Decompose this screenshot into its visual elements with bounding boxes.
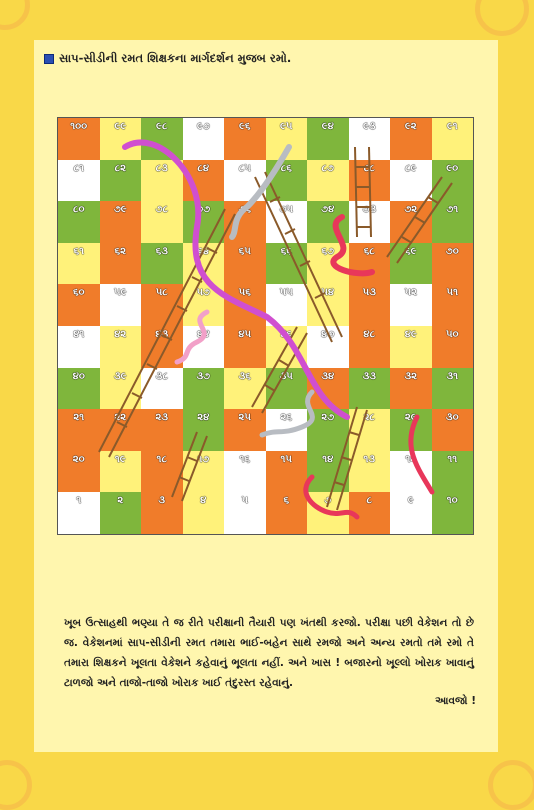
board-cell: ૯૧ [432,118,474,160]
board-cell: ૨૮ [349,409,391,451]
board-cell: ૯૯ [100,118,142,160]
board-cell: ૨૧ [58,409,100,451]
board-cell: ૬૪ [183,243,225,285]
board-cell: ૩ [141,492,183,534]
board-cell: ૮૪ [183,160,225,202]
board-cell: ૭૯ [100,201,142,243]
board-cell: ૭ [307,492,349,534]
board-cell: ૩૪ [307,368,349,410]
board-cell: ૮૨ [100,160,142,202]
board-cell: ૪૮ [349,326,391,368]
board-cell: ૯૪ [307,118,349,160]
board-cell: ૯૨ [390,118,432,160]
instruction-line [44,51,291,66]
board-cell: ૭૩ [349,201,391,243]
board-cell: ૭૫ [266,201,308,243]
board-cell: ૫૦ [432,326,474,368]
corner-decoration-bottom-right [488,760,534,810]
board-cell: ૩૩ [349,368,391,410]
board-cell: ૮૮ [349,160,391,202]
board-cell: ૯૭ [183,118,225,160]
board-cell: ૪૬ [266,326,308,368]
board-cell: ૪૭ [307,326,349,368]
board-cell: ૬૭ [307,243,349,285]
signoff: આવજો ! [435,695,476,707]
board-cell: ૮૫ [224,160,266,202]
board-cell: ૫૩ [349,284,391,326]
board-cell: ૧૯ [100,451,142,493]
board-cell: ૧૦ [432,492,474,534]
board-cell: ૬૩ [141,243,183,285]
board-cell: ૭૨ [390,201,432,243]
board-cell: ૯૬ [224,118,266,160]
board-cell: ૪૩ [141,326,183,368]
board-cell: ૭૦ [432,243,474,285]
board-cell: ૭૬ [224,201,266,243]
board-cell: ૪૫ [224,326,266,368]
board-cell: ૧૬ [224,451,266,493]
board-cell: ૫ [224,492,266,534]
board-cell: ૫૯ [100,284,142,326]
board-cell: ૧ [58,492,100,534]
board-cell: ૮૦ [58,201,100,243]
board-cell: ૪ [183,492,225,534]
board-cell: ૨૫ [224,409,266,451]
board-cell: ૭૭ [183,201,225,243]
board-cell: ૮૯ [390,160,432,202]
board-cell: ૫૮ [141,284,183,326]
board-cell: ૩૬ [224,368,266,410]
square-bullet-icon [44,54,54,64]
board-cell: ૭૧ [432,201,474,243]
board-cell: ૬૯ [390,243,432,285]
corner-decoration-top-left [0,0,30,30]
board-cell: ૧૦૦ [58,118,100,160]
board-cell: ૩૧ [432,368,474,410]
board-cell: ૧૧ [432,451,474,493]
board-cell: ૭૪ [307,201,349,243]
board-cell: ૫૫ [266,284,308,326]
board-cell: ૯૦ [432,160,474,202]
board-cell: ૬૧ [58,243,100,285]
board-cell: ૧૩ [349,451,391,493]
board-cell: ૨૬ [266,409,308,451]
board-cell: ૪૪ [183,326,225,368]
board-cell: ૬૮ [349,243,391,285]
board-cell: ૫૬ [224,284,266,326]
message-paragraph: ખૂબ ઉત્સાહથી ભણ્યા તે જ રીતે પરીક્ષાની તૈયારી પણ ખંતથી કરજો. પરીક્ષા પછી વેકેશન તો છે જ. વેકેશનમાં સાપ-સીડીની રમત તમારા ભાઈ-બહેન સાથે રમજો અને અન્ય રમતો તમે રમો તે તમારા શિક્ષકને ખૂલતા વેકેશને કહેવાનું ભૂલતા નહીં. અને ખાસ ! બજારનો ખૂલ્લો ખોરાક ખાવાનું ટાળજો અને તાજો-તાજો ખોરાક ખાઈ તંદુરસ્ત રહેવાનું. [64,617,474,689]
board-cell: ૪૨ [100,326,142,368]
board-cell: ૩૦ [432,409,474,451]
board-cell: ૫૪ [307,284,349,326]
board-cell: ૪૦ [58,368,100,410]
board-cell: ૨૦ [58,451,100,493]
board-cell: ૧૪ [307,451,349,493]
board-cell: ૬ [266,492,308,534]
board-cell: ૧૨ [390,451,432,493]
board-cell: ૧૫ [266,451,308,493]
board-cell: ૨૪ [183,409,225,451]
board-cell: ૬૫ [224,243,266,285]
board-cell: ૨ [100,492,142,534]
board-cell: ૫૨ [390,284,432,326]
snakes-and-ladders-board [57,117,474,535]
board-cell: ૩૭ [183,368,225,410]
board-cell: ૨૭ [307,409,349,451]
board-cell: ૧૮ [141,451,183,493]
corner-decoration-top-right [475,0,529,36]
board-cell: ૮૭ [307,160,349,202]
board-cell: ૧૭ [183,451,225,493]
board-cell: ૮ [349,492,391,534]
board-cell: ૩૮ [141,368,183,410]
board-cell: ૩૫ [266,368,308,410]
board-cell: ૨૯ [390,409,432,451]
board-cell: ૩૯ [100,368,142,410]
board-cell: ૯૮ [141,118,183,160]
board-cell: ૮૧ [58,160,100,202]
board-cell: ૮૬ [266,160,308,202]
board-cell: ૯૩ [349,118,391,160]
instruction-text: સાપ-સીડીની રમત શિક્ષકના માર્ગદર્શન મુજબ રમો. [59,51,292,65]
board-cell: ૪૯ [390,326,432,368]
board-cell: ૨૩ [141,409,183,451]
board-cell: ૯૫ [266,118,308,160]
board-cell: ૭૮ [141,201,183,243]
corner-decoration-bottom-left [0,760,32,810]
board-cell: ૬૨ [100,243,142,285]
board-cell: ૫૭ [183,284,225,326]
board-cell: ૪૧ [58,326,100,368]
board-cell: ૨૨ [100,409,142,451]
board-cell: ૩૨ [390,368,432,410]
board-cell: ૬૦ [58,284,100,326]
board-cell: ૬૬ [266,243,308,285]
board-cell: ૯ [390,492,432,534]
board-cell: ૮૩ [141,160,183,202]
board-cell: ૫૧ [432,284,474,326]
